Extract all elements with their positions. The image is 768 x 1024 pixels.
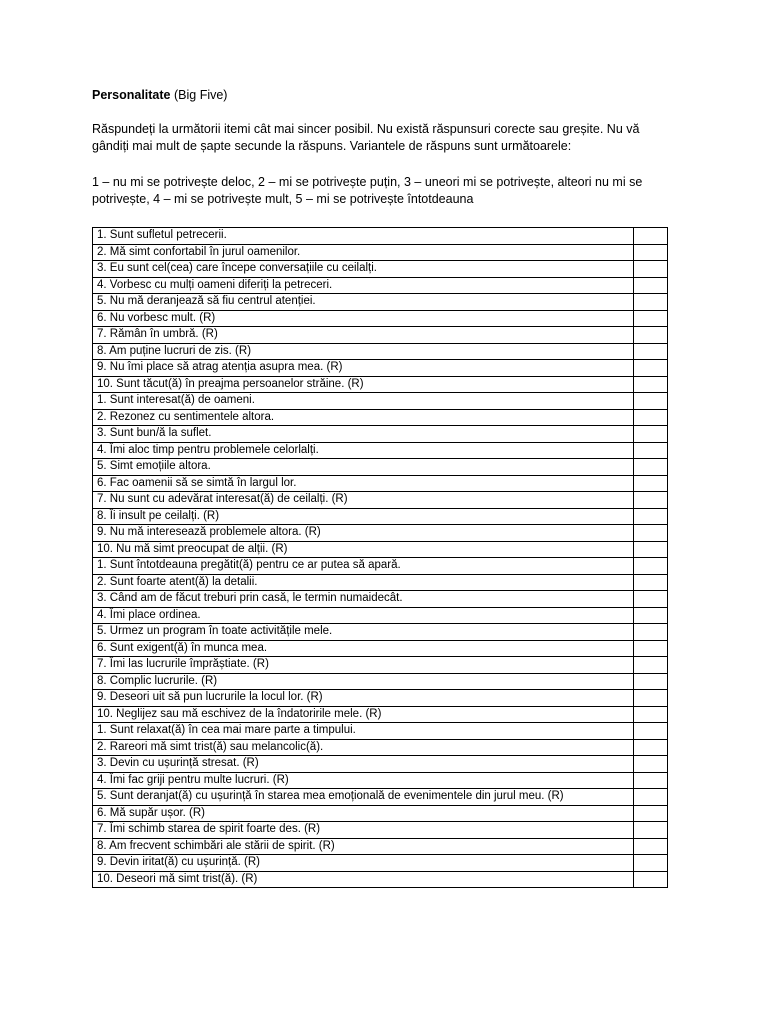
answer-cell[interactable] bbox=[633, 789, 667, 806]
item-text: 3. Eu sunt cel(cea) care începe conversațiile cu ceilalți. bbox=[93, 261, 634, 278]
answer-cell[interactable] bbox=[633, 657, 667, 674]
scale-legend: 1 – nu mi se potrivește deloc, 2 – mi se potrivește puțin, 3 – uneori mi se potrivește, alteori nu mi se potrivește, 4 – mi se potrivește mult, 5 – mi se potrivește întotdeauna bbox=[92, 175, 643, 206]
table-row bbox=[93, 393, 668, 410]
table-row bbox=[93, 871, 668, 888]
item-text: 2. Mă simt confortabil în jurul oamenilor. bbox=[93, 244, 634, 261]
item-text: 10. Neglijez sau mă eschivez de la îndatoririle mele. (R) bbox=[93, 706, 634, 723]
table-row bbox=[93, 772, 668, 789]
answer-cell[interactable] bbox=[633, 706, 667, 723]
answer-cell[interactable] bbox=[633, 756, 667, 773]
answer-cell[interactable] bbox=[633, 673, 667, 690]
answer-cell[interactable] bbox=[633, 459, 667, 476]
item-text: 4. Îmi aloc timp pentru problemele celorlalți. bbox=[93, 442, 634, 459]
item-text: 8. Îi insult pe ceilalți. (R) bbox=[93, 508, 634, 525]
item-text: 6. Nu vorbesc mult. (R) bbox=[93, 310, 634, 327]
item-text: 1. Sunt interesat(ă) de oameni. bbox=[93, 393, 634, 410]
table-row bbox=[93, 228, 668, 245]
table-row bbox=[93, 640, 668, 657]
table-row bbox=[93, 492, 668, 509]
table-row bbox=[93, 706, 668, 723]
answer-cell[interactable] bbox=[633, 310, 667, 327]
table-row bbox=[93, 624, 668, 641]
answer-cell[interactable] bbox=[633, 327, 667, 344]
item-text: 6. Mă supăr ușor. (R) bbox=[93, 805, 634, 822]
table-row bbox=[93, 310, 668, 327]
answer-cell[interactable] bbox=[633, 739, 667, 756]
table-row bbox=[93, 789, 668, 806]
answer-cell[interactable] bbox=[633, 574, 667, 591]
table-row bbox=[93, 591, 668, 608]
item-text: 5. Sunt deranjat(ă) cu ușurință în starea mea emoțională de evenimentele din jurul meu. (R) bbox=[93, 789, 634, 806]
item-text: 2. Sunt foarte atent(ă) la detalii. bbox=[93, 574, 634, 591]
table-row bbox=[93, 723, 668, 740]
item-text: 7. Îmi las lucrurile împrăștiate. (R) bbox=[93, 657, 634, 674]
item-text: 2. Rareori mă simt trist(ă) sau melancolic(ă). bbox=[93, 739, 634, 756]
table-row bbox=[93, 327, 668, 344]
answer-cell[interactable] bbox=[633, 723, 667, 740]
item-text: 6. Fac oamenii să se simtă în largul lor. bbox=[93, 475, 634, 492]
answer-cell[interactable] bbox=[633, 838, 667, 855]
item-text: 7. Nu sunt cu adevărat interesat(ă) de ceilalți. (R) bbox=[93, 492, 634, 509]
items-table-body bbox=[93, 228, 668, 888]
item-text: 4. Îmi place ordinea. bbox=[93, 607, 634, 624]
table-row bbox=[93, 607, 668, 624]
table-row bbox=[93, 343, 668, 360]
title-bold: Personalitate bbox=[92, 88, 171, 102]
table-row bbox=[93, 360, 668, 377]
table-row bbox=[93, 756, 668, 773]
item-text: 10. Sunt tăcut(ă) în preajma persoanelor străine. (R) bbox=[93, 376, 634, 393]
answer-cell[interactable] bbox=[633, 426, 667, 443]
table-row bbox=[93, 459, 668, 476]
answer-cell[interactable] bbox=[633, 871, 667, 888]
item-text: 8. Complic lucrurile. (R) bbox=[93, 673, 634, 690]
item-text: 9. Nu îmi place să atrag atenția asupra mea. (R) bbox=[93, 360, 634, 377]
item-text: 5. Simt emoțiile altora. bbox=[93, 459, 634, 476]
item-text: 1. Sunt sufletul petrecerii. bbox=[93, 228, 634, 245]
table-row bbox=[93, 574, 668, 591]
table-row bbox=[93, 261, 668, 278]
item-text: 3. Când am de făcut treburi prin casă, le termin numaidecât. bbox=[93, 591, 634, 608]
item-text: 3. Devin cu ușurință stresat. (R) bbox=[93, 756, 634, 773]
item-text: 7. Rămân în umbră. (R) bbox=[93, 327, 634, 344]
answer-cell[interactable] bbox=[633, 624, 667, 641]
item-text: 10. Deseori mă simt trist(ă). (R) bbox=[93, 871, 634, 888]
answer-cell[interactable] bbox=[633, 442, 667, 459]
title-normal: (Big Five) bbox=[170, 88, 228, 102]
table-row bbox=[93, 294, 668, 311]
item-text: 4. Vorbesc cu mulți oameni diferiți la petreceri. bbox=[93, 277, 634, 294]
item-text: 10. Nu mă simt preocupat de alții. (R) bbox=[93, 541, 634, 558]
table-row bbox=[93, 657, 668, 674]
item-text: 8. Am puține lucruri de zis. (R) bbox=[93, 343, 634, 360]
answer-cell[interactable] bbox=[633, 409, 667, 426]
answer-cell[interactable] bbox=[633, 228, 667, 245]
answer-cell[interactable] bbox=[633, 591, 667, 608]
items-table bbox=[92, 227, 668, 888]
table-row bbox=[93, 376, 668, 393]
table-row bbox=[93, 508, 668, 525]
table-row bbox=[93, 541, 668, 558]
table-row bbox=[93, 475, 668, 492]
table-row bbox=[93, 855, 668, 872]
item-text: 2. Rezonez cu sentimentele altora. bbox=[93, 409, 634, 426]
answer-cell[interactable] bbox=[633, 261, 667, 278]
item-text: 9. Nu mă interesează problemele altora. (R) bbox=[93, 525, 634, 542]
answer-cell[interactable] bbox=[633, 244, 667, 261]
item-text: 9. Devin iritat(ă) cu ușurință. (R) bbox=[93, 855, 634, 872]
table-row bbox=[93, 822, 668, 839]
answer-cell[interactable] bbox=[633, 607, 667, 624]
table-row bbox=[93, 558, 668, 575]
item-text: 1. Sunt relaxat(ă) în cea mai mare parte a timpului. bbox=[93, 723, 634, 740]
item-text: 1. Sunt întotdeauna pregătit(ă) pentru ce ar putea să apară. bbox=[93, 558, 634, 575]
answer-cell[interactable] bbox=[633, 475, 667, 492]
page-title bbox=[92, 87, 227, 103]
item-text: 4. Îmi fac griji pentru multe lucruri. (R) bbox=[93, 772, 634, 789]
answer-cell[interactable] bbox=[633, 690, 667, 707]
answer-cell[interactable] bbox=[633, 508, 667, 525]
table-row bbox=[93, 838, 668, 855]
answer-cell[interactable] bbox=[633, 393, 667, 410]
answer-cell[interactable] bbox=[633, 376, 667, 393]
table-row bbox=[93, 244, 668, 261]
item-text: 7. Îmi schimb starea de spirit foarte des. (R) bbox=[93, 822, 634, 839]
item-text: 5. Nu mă deranjează să fiu centrul atenției. bbox=[93, 294, 634, 311]
answer-cell[interactable] bbox=[633, 541, 667, 558]
table-row bbox=[93, 277, 668, 294]
item-text: 9. Deseori uit să pun lucrurile la locul lor. (R) bbox=[93, 690, 634, 707]
table-row bbox=[93, 409, 668, 426]
item-text: 5. Urmez un program în toate activitățile mele. bbox=[93, 624, 634, 641]
intro-paragraph: Răspundeți la următorii itemi cât mai sincer posibil. Nu există răspunsuri corecte sau greșite. Nu vă gândiți mai mult de șapte secunde la răspuns. Variantele de răspuns sunt următoarele: bbox=[92, 122, 640, 153]
answer-cell[interactable] bbox=[633, 294, 667, 311]
answer-cell[interactable] bbox=[633, 360, 667, 377]
table-row bbox=[93, 739, 668, 756]
answer-cell[interactable] bbox=[633, 640, 667, 657]
item-text: 6. Sunt exigent(ă) în munca mea. bbox=[93, 640, 634, 657]
table-row bbox=[93, 690, 668, 707]
answer-cell[interactable] bbox=[633, 343, 667, 360]
answer-cell[interactable] bbox=[633, 525, 667, 542]
item-text: 3. Sunt bun/ă la suflet. bbox=[93, 426, 634, 443]
table-row bbox=[93, 805, 668, 822]
answer-cell[interactable] bbox=[633, 277, 667, 294]
answer-cell[interactable] bbox=[633, 492, 667, 509]
table-row bbox=[93, 426, 668, 443]
answer-cell[interactable] bbox=[633, 558, 667, 575]
item-text: 8. Am frecvent schimbări ale stării de spirit. (R) bbox=[93, 838, 634, 855]
table-row bbox=[93, 673, 668, 690]
answer-cell[interactable] bbox=[633, 805, 667, 822]
answer-cell[interactable] bbox=[633, 772, 667, 789]
answer-cell[interactable] bbox=[633, 855, 667, 872]
table-row bbox=[93, 525, 668, 542]
answer-cell[interactable] bbox=[633, 822, 667, 839]
table-row bbox=[93, 442, 668, 459]
